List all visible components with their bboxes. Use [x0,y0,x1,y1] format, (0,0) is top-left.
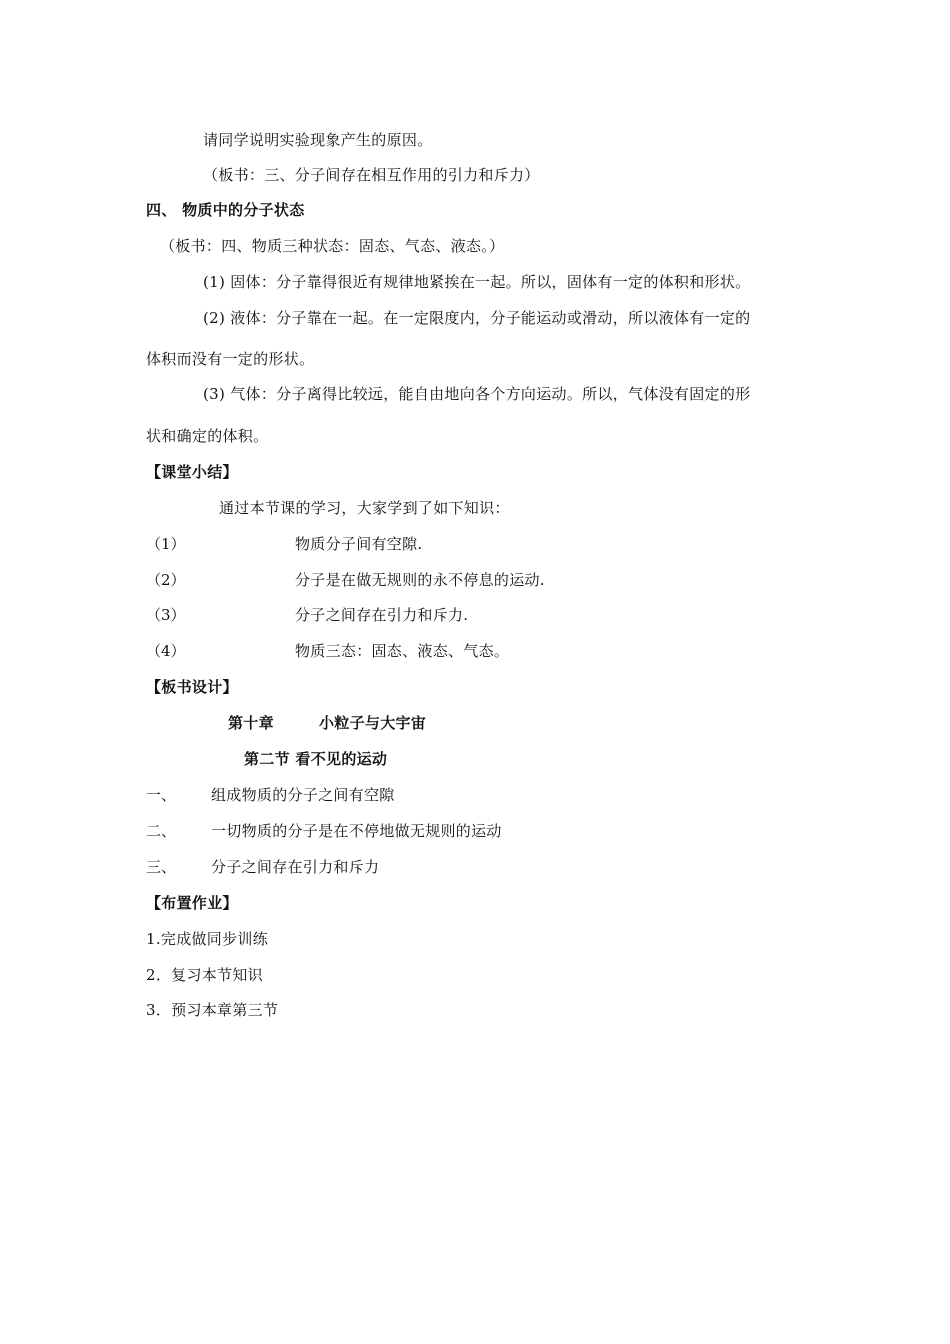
paragraph: 请同学说明实验现象产生的原因。 [203,131,433,149]
homework-item: 2．复习本节知识 [146,966,263,984]
paragraph-solid: (1) 固体：分子靠得很近有规律地紧挨在一起。所以，固体有一定的体积和形状。 [203,273,751,291]
paragraph-liquid: (2) 液体：分子靠在一起。在一定限度内，分子能运动或滑动，所以液体有一定的 [203,309,751,327]
paragraph-gas-cont: 状和确定的体积。 [146,427,269,445]
board-note: （板书：四、物质三种状态：固态、气态、液态。） [160,237,505,255]
list-item-number: （3） [146,606,186,624]
point-number: 三、 [146,858,177,876]
point-number: 一、 [146,786,177,804]
section-title: 第二节 看不见的运动 [244,750,388,768]
board-design-heading: 【板书设计】 [146,678,238,696]
list-item: 物质三态：固态、液态、气态。 [295,642,510,660]
homework-item: 3．预习本章第三节 [146,1001,279,1019]
list-item: 分子是在做无规则的永不停息的运动. [295,571,545,589]
homework-heading: 【布置作业】 [146,894,238,912]
point-text: 一切物质的分子是在不停地做无规则的运动 [211,822,502,840]
point-text: 分子之间存在引力和斥力 [211,858,380,876]
list-item: 分子之间存在引力和斥力. [295,606,469,624]
list-item-number: （4） [146,642,186,660]
paragraph-liquid-cont: 体积而没有一定的形状。 [146,350,315,368]
chapter-number: 第十章 [228,714,274,732]
summary-heading: 【课堂小结】 [146,463,238,481]
chapter-title: 小粒子与大宇宙 [319,714,427,732]
point-number: 二、 [146,822,177,840]
section-heading: 四、 物质中的分子状态 [146,201,305,219]
list-item-number: （1） [146,535,186,553]
paragraph-gas: (3) 气体：分子离得比较远，能自由地向各个方向运动。所以，气体没有固定的形 [203,385,751,403]
board-note: （板书：三、分子间存在相互作用的引力和斥力） [203,166,540,184]
point-text: 组成物质的分子之间有空隙 [211,786,395,804]
summary-intro: 通过本节课的学习，大家学到了如下知识： [219,499,510,517]
list-item: 物质分子间有空隙. [295,535,423,553]
list-item-number: （2） [146,571,186,589]
homework-item: 1.完成做同步训练 [146,930,269,948]
